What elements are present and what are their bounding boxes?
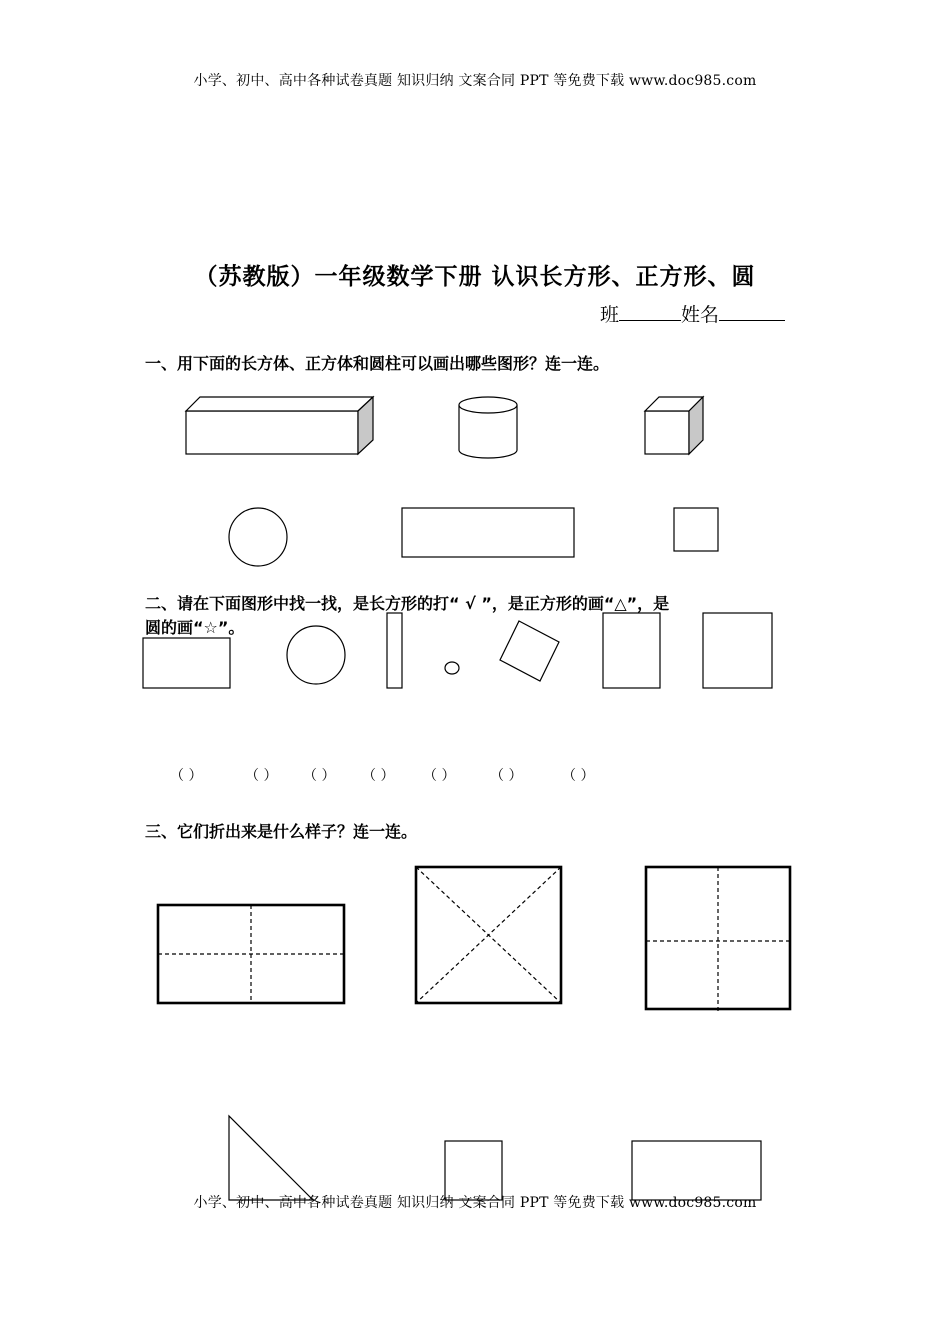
q2-shape-circle-large[interactable]	[287, 626, 345, 684]
answer-blank-3[interactable]: （ ）	[303, 768, 336, 784]
q2-shape-tilted-square[interactable]	[500, 621, 559, 681]
fold-paper-diagonal	[416, 867, 561, 1003]
answer-blank-7[interactable]: （ ）	[562, 768, 595, 784]
cube-figure	[645, 397, 703, 454]
answer-blank-5[interactable]: （ ）	[423, 768, 456, 784]
question-1: 一、用下面的长方体、正方体和圆柱可以画出哪些图形？连一连。	[145, 354, 610, 373]
answer-blank-2[interactable]: （ ）	[245, 768, 278, 784]
worksheet-title: （苏教版）一年级数学下册 认识长方形、正方形、圆	[194, 263, 756, 290]
question-2-line-2: 圆的画“☆”。	[145, 618, 245, 637]
fold-paper-square	[646, 867, 790, 1014]
answer-blank-4[interactable]: （ ）	[362, 768, 395, 784]
q2-shape-rectangle-wide[interactable]	[143, 638, 230, 688]
square-shape[interactable]	[674, 508, 718, 551]
q2-shape-rectangle-tall[interactable]	[603, 613, 660, 688]
answer-blank-6[interactable]: （ ）	[490, 768, 523, 784]
circle-shape[interactable]	[229, 508, 287, 566]
question-2-line-1: 二、请在下面图形中找一找，是长方形的打“ √ ”，是正方形的画“△”，是	[145, 594, 670, 613]
name-label: 姓名	[681, 304, 720, 326]
q2-shape-rectangle-thin[interactable]	[387, 613, 402, 688]
q2-shape-square[interactable]	[703, 613, 772, 688]
result-triangle[interactable]	[229, 1116, 313, 1200]
cylinder-figure	[459, 397, 517, 458]
q2-shape-circle-small[interactable]	[445, 662, 459, 674]
fold-paper-rectangle	[158, 905, 344, 1003]
question-3: 三、它们折出来是什么样子？连一连。	[145, 822, 418, 841]
class-label: 班	[600, 304, 620, 326]
cuboid-figure	[186, 397, 373, 454]
rectangle-shape[interactable]	[402, 508, 574, 557]
page-footer: 小学、初中、高中各种试卷真题 知识归纳 文案合同 PPT 等免费下载 www.doc985.com	[193, 1195, 757, 1211]
answer-blank-1[interactable]: （ ）	[170, 768, 203, 784]
page-header: 小学、初中、高中各种试卷真题 知识归纳 文案合同 PPT 等免费下载 www.doc985.com	[193, 73, 757, 89]
